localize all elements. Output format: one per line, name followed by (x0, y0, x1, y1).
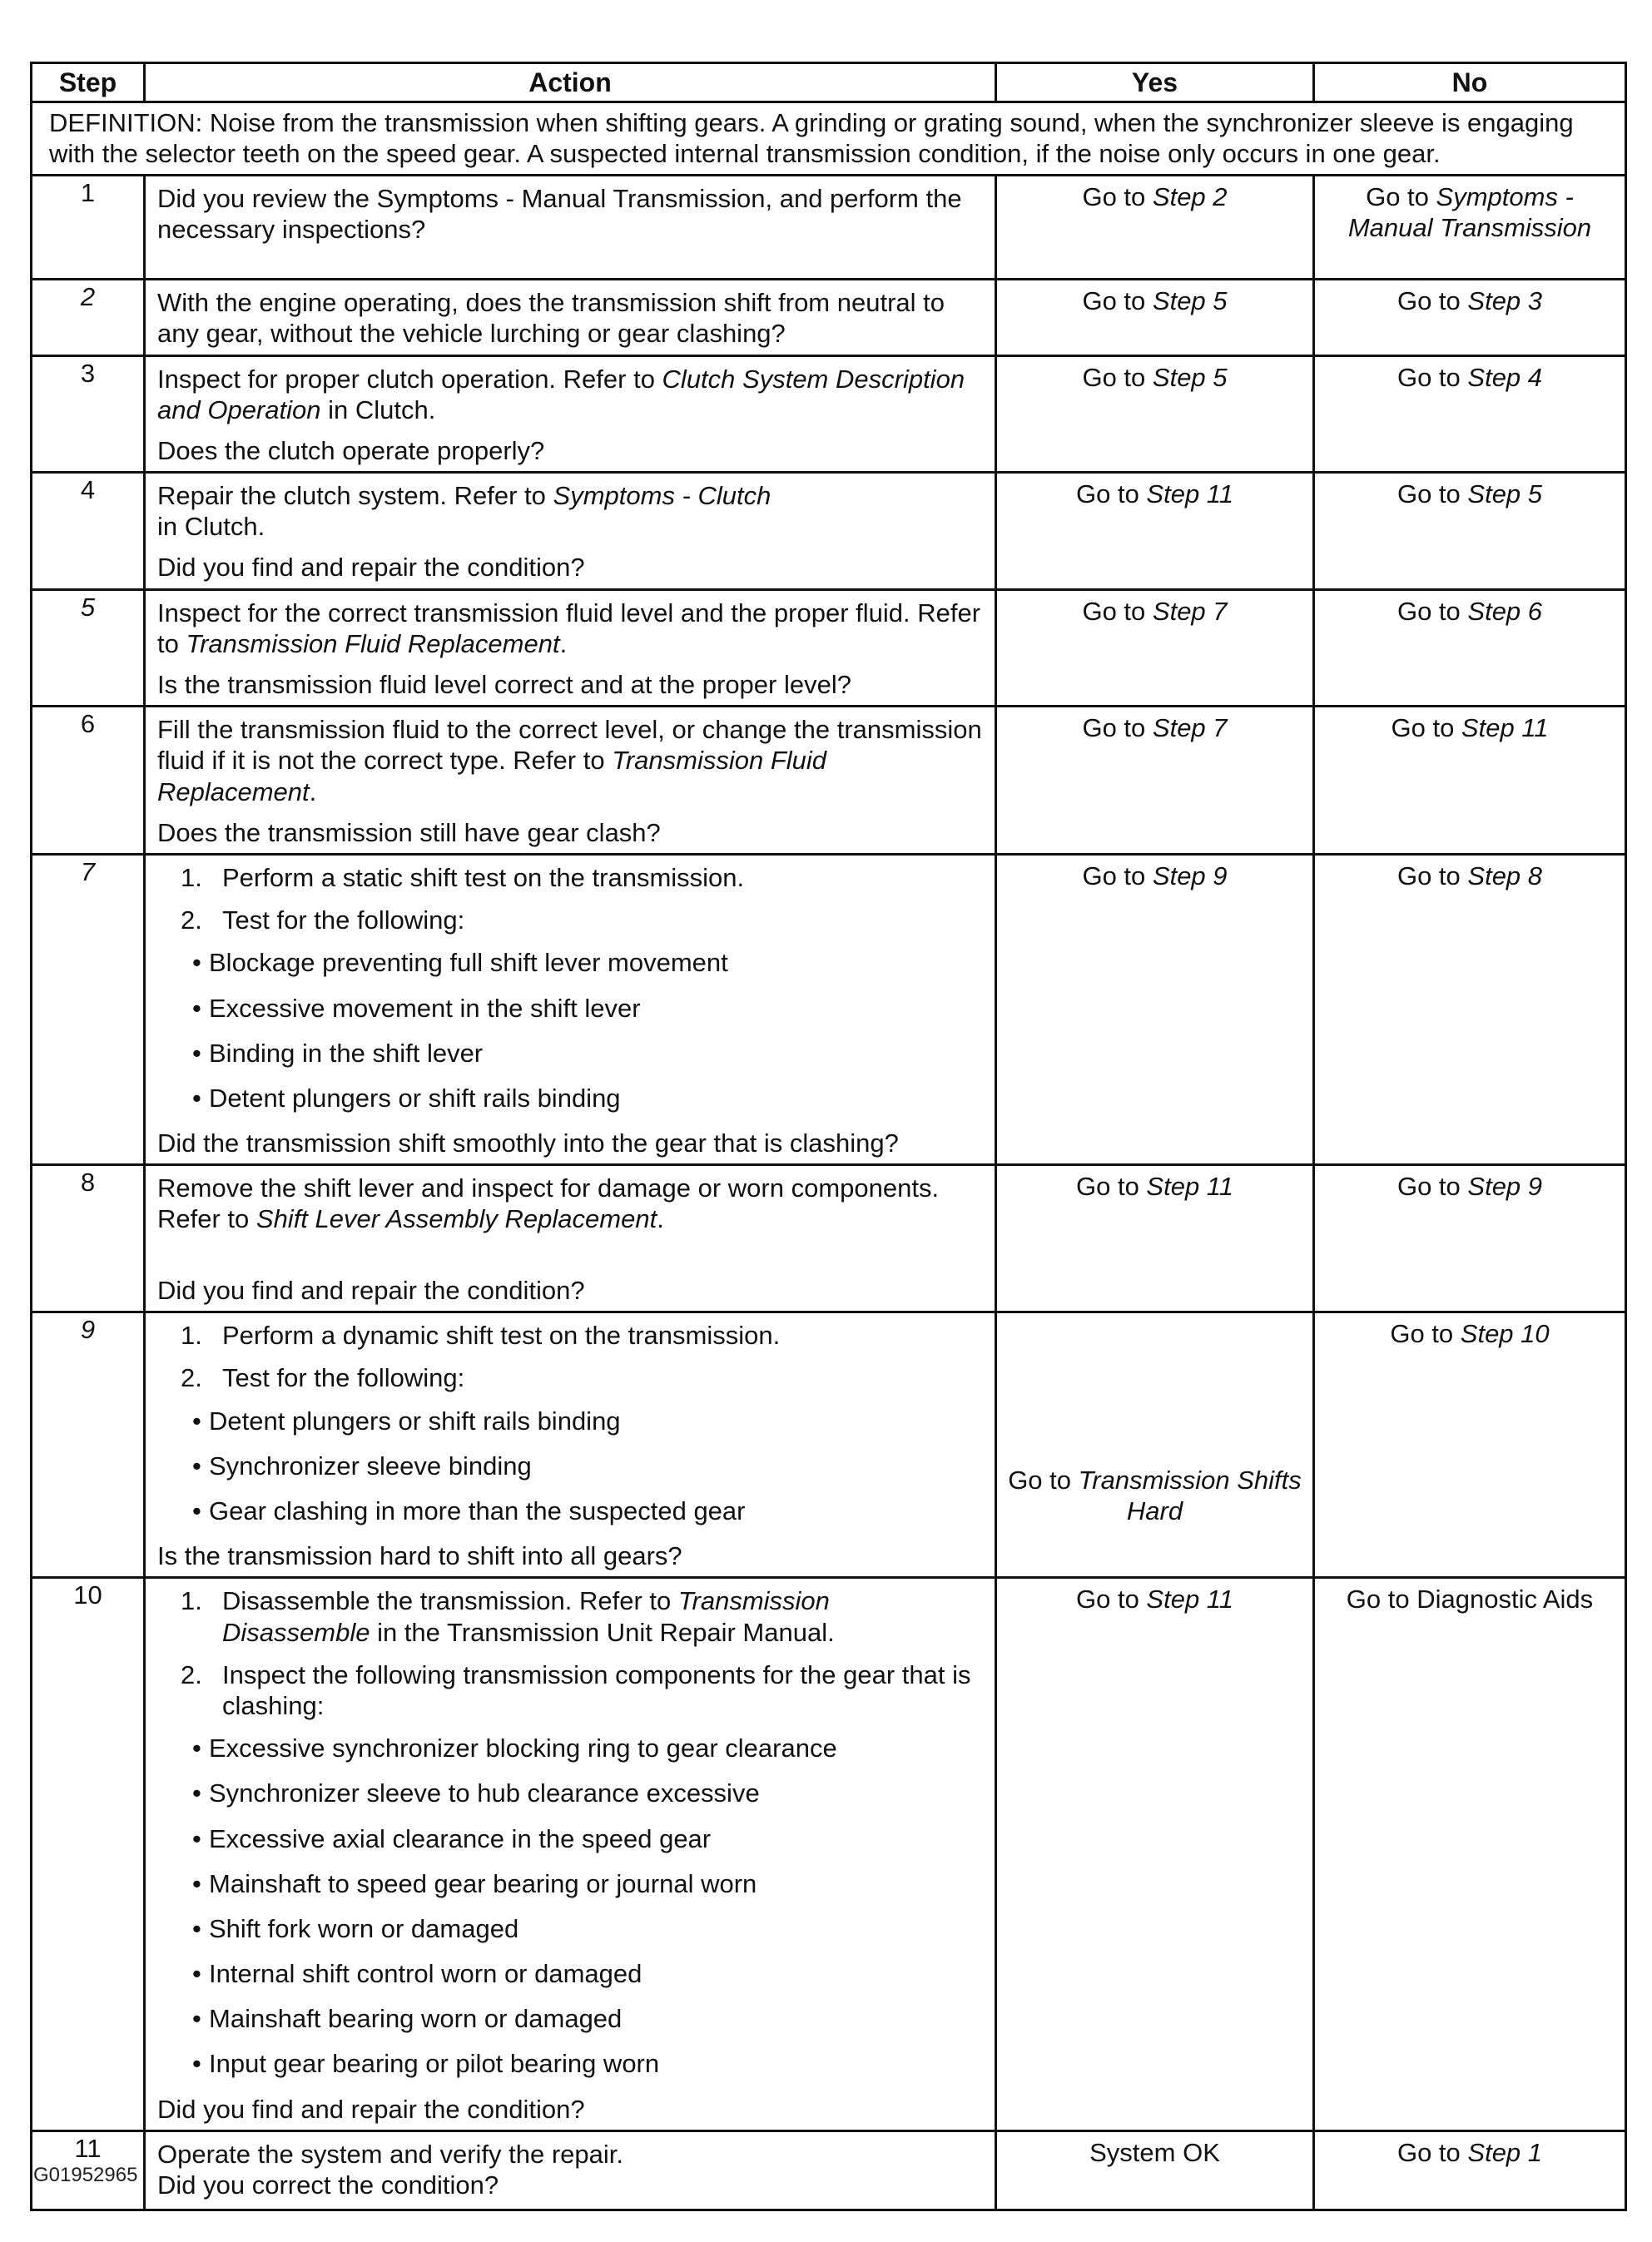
bullet-list (157, 1406, 983, 1527)
action-reference-link[interactable]: Clutch System Description and Operation (157, 364, 965, 424)
list-item-number: 2. (181, 1659, 202, 1689)
action-reference-link[interactable]: Shift Lever Assembly Replacement (255, 1204, 657, 1234)
yes-prefix: Go to (1082, 286, 1153, 316)
action-text (145, 589, 996, 707)
action-text (145, 854, 996, 1164)
yes-prefix: Go to (1082, 713, 1153, 743)
yes-step-link[interactable]: Step 5 (1152, 286, 1228, 316)
no-cell (1314, 355, 1626, 473)
yes-step-link[interactable]: Step 11 (1146, 1172, 1233, 1202)
figure-code: G01952965 (33, 2164, 138, 2186)
list-item (157, 862, 983, 893)
list-item-text: Test for the following: (222, 1363, 465, 1393)
yes-prefix: Go to (1082, 596, 1153, 626)
no-cell (1314, 589, 1626, 707)
list-item-text-post: in the Transmission Unit Repair Manual. (370, 1617, 835, 1647)
bullet-item: • Detent plungers or shift rails binding (157, 1406, 983, 1436)
step-number: 1 (32, 176, 145, 280)
header-yes: Yes (996, 63, 1314, 102)
action-question: Does the transmission still have gear clash? (157, 817, 661, 847)
yes-result: System OK (1089, 2137, 1220, 2167)
action-text (145, 473, 996, 590)
list-item-number: 1. (181, 1321, 202, 1351)
yes-prefix: Go to (1075, 1172, 1147, 1202)
action-text (145, 1165, 996, 1312)
list-item-text: Perform a static shift test on the transmission. (222, 862, 745, 892)
action-reference-link[interactable]: Symptoms - Clutch (553, 481, 771, 511)
list-item-text: Disassemble the transmission. Refer to (222, 1586, 678, 1616)
list-item (157, 1320, 983, 1351)
no-prefix: Go to (1366, 182, 1436, 212)
action-instruction: Operate the system and verify the repair. (157, 2139, 623, 2169)
list-item-number: 2. (181, 905, 202, 935)
yes-cell (996, 2130, 1314, 2210)
definition-text: DEFINITION: Noise from the transmission when shifting gears. A grinding or grating sound, when the synchronizer sleeve is engaging with the selector teeth on the speed gear. A suspected internal transmission condition, if the noise only occurs in one gear. (32, 102, 1626, 176)
step-number: 6 (32, 707, 145, 855)
table-row (32, 355, 1626, 473)
action-text-post: . (657, 1204, 664, 1234)
bullet-list (157, 1733, 983, 2080)
header-row (32, 63, 1626, 102)
action-text: With the engine operating, does the transmission shift from neutral to any gear, without the vehicle lurching or gear clashing? (145, 280, 996, 355)
action-text-post: in Clutch. (157, 512, 265, 542)
table-row (32, 1312, 1626, 1578)
no-cell (1314, 707, 1626, 855)
bullet-item: • Internal shift control worn or damaged (157, 1958, 983, 1989)
action-question: Did you find and repair the condition? (157, 1275, 585, 1305)
bullet-item: • Excessive axial clearance in the speed gear (157, 1823, 983, 1854)
action-text-pre: Inspect for proper clutch operation. Refer to (157, 364, 662, 394)
step-number: 5 (32, 589, 145, 707)
step-number: 2 (32, 280, 145, 355)
bullet-item: • Gear clashing in more than the suspected gear (157, 1495, 983, 1526)
no-prefix: Go to (1397, 479, 1468, 509)
no-step-link[interactable]: Step 1 (1467, 2137, 1543, 2167)
action-text (145, 707, 996, 855)
yes-cell (996, 707, 1314, 855)
list-item-text: Test for the following: (222, 905, 465, 935)
action-reference-link[interactable]: Transmission Fluid Replacement (157, 746, 827, 806)
list-item-text: Perform a dynamic shift test on the transmission. (222, 1321, 781, 1351)
action-text-post: in Clutch. (320, 394, 436, 424)
table-row (32, 589, 1626, 707)
numbered-list (157, 862, 983, 935)
yes-prefix: Go to (1075, 1585, 1147, 1615)
yes-cell (996, 473, 1314, 590)
bullet-item: • Binding in the shift lever (157, 1038, 983, 1069)
action-question: Did you find and repair the condition? (157, 553, 585, 583)
no-step-link[interactable]: Step 3 (1467, 286, 1543, 316)
diagnostic-table (30, 62, 1627, 2211)
list-item-text: Inspect the following transmission components for the gear that is clashing: (222, 1659, 971, 1720)
action-question: Is the transmission fluid level correct and at the proper level? (157, 670, 851, 700)
yes-step-link[interactable]: Transmission Shifts Hard (1078, 1466, 1302, 1526)
table-row (32, 1578, 1626, 2130)
action-text-pre: Fill the transmission fluid to the correct level, or change the transmission fluid if it is not the correct type. Refer to (157, 715, 982, 776)
yes-step-link[interactable]: Step 11 (1146, 479, 1233, 509)
action-reference-link[interactable]: Transmission Fluid Replacement (186, 628, 560, 658)
yes-step-link[interactable]: Step 11 (1146, 1585, 1233, 1615)
no-step-link[interactable]: Step 9 (1467, 1172, 1543, 1202)
numbered-list (157, 1320, 983, 1393)
definition-row (32, 102, 1626, 176)
yes-step-link[interactable]: Step 5 (1152, 362, 1228, 392)
no-cell (1314, 1578, 1626, 2130)
yes-prefix: Go to (1082, 182, 1153, 212)
action-reference-link[interactable]: Transmission Disassemble (222, 1586, 830, 1647)
yes-cell (996, 854, 1314, 1164)
no-step-link[interactable]: Step 6 (1467, 596, 1543, 626)
table-row (32, 854, 1626, 1164)
step-number: 9 (32, 1312, 145, 1578)
bullet-item: • Blockage preventing full shift lever movement (157, 947, 983, 978)
yes-cell (996, 589, 1314, 707)
table-row (32, 280, 1626, 355)
table-row (32, 473, 1626, 590)
list-item (157, 1585, 983, 1647)
step-number: 4 (32, 473, 145, 590)
no-cell (1314, 280, 1626, 355)
table-row (32, 707, 1626, 855)
header-step: Step (32, 63, 145, 102)
list-item-number: 1. (181, 1586, 202, 1616)
list-item (157, 1659, 983, 1721)
yes-step-link[interactable]: Step 2 (1152, 182, 1228, 212)
bullet-item: • Mainshaft bearing worn or damaged (157, 2003, 983, 2034)
header-action: Action (145, 63, 996, 102)
action-text-pre: Inspect for the correct transmission fluid level and the proper fluid. Refer to (157, 598, 981, 658)
action-question: Did you correct the condition? (157, 2170, 499, 2200)
action-text-post: . (559, 628, 568, 658)
action-text (145, 1578, 996, 2130)
action-text-pre: Remove the shift lever and inspect for damage or worn components. Refer to (157, 1173, 940, 1234)
diagnostic-aids-link[interactable]: Go to Diagnostic Aids (1346, 1585, 1594, 1615)
bullet-item: • Excessive movement in the shift lever (157, 993, 983, 1024)
no-step-link[interactable]: Step 8 (1467, 861, 1543, 890)
step-number: 3 (32, 355, 145, 473)
action-text (145, 355, 996, 473)
bullet-item: • Mainshaft to speed gear bearing or journal worn (157, 1868, 983, 1899)
list-item (157, 1362, 983, 1393)
no-cell (1314, 2130, 1626, 2210)
bullet-item: • Input gear bearing or pilot bearing worn (157, 2048, 983, 2079)
action-question: Did you find and repair the condition? (157, 2094, 585, 2124)
table-row (32, 1165, 1626, 1312)
no-cell (1314, 473, 1626, 590)
list-item-number: 1. (181, 862, 202, 892)
no-step-link[interactable]: Step 4 (1467, 362, 1543, 392)
table-row (32, 2130, 1626, 2210)
yes-cell (996, 280, 1314, 355)
no-prefix: Go to (1397, 861, 1468, 890)
action-text: Did you review the Symptoms - Manual Transmission, and perform the necessary inspections? (145, 176, 996, 280)
bullet-item: • Synchronizer sleeve to hub clearance excessive (157, 1778, 983, 1808)
action-question: Did the transmission shift smoothly into the gear that is clashing? (157, 1128, 899, 1158)
no-cell (1314, 1165, 1626, 1312)
bullet-item: • Synchronizer sleeve binding (157, 1451, 983, 1481)
no-prefix: Go to (1397, 2137, 1468, 2167)
no-prefix: Go to (1391, 713, 1461, 743)
no-step-link[interactable]: Step 10 (1460, 1319, 1550, 1349)
action-question: Does the clutch operate properly? (157, 435, 545, 465)
bullet-item: • Detent plungers or shift rails binding (157, 1083, 983, 1114)
no-prefix: Go to (1397, 286, 1468, 316)
action-text-post: . (309, 776, 317, 806)
no-prefix: Go to (1390, 1319, 1461, 1349)
bullet-item: • Shift fork worn or damaged (157, 1913, 983, 1944)
table-row (32, 176, 1626, 280)
yes-cell (996, 176, 1314, 280)
yes-prefix: Go to (1008, 1466, 1079, 1495)
no-prefix: Go to (1397, 1172, 1468, 1202)
step-number: 8 (32, 1165, 145, 1312)
yes-prefix: Go to (1082, 362, 1153, 392)
yes-step-link[interactable]: Step 7 (1152, 596, 1228, 626)
yes-prefix: Go to (1075, 479, 1147, 509)
action-question: Is the transmission hard to shift into all gears? (157, 1541, 682, 1571)
yes-step-link[interactable]: Step 7 (1152, 713, 1228, 743)
no-prefix: Go to (1397, 596, 1468, 626)
yes-cell (996, 1578, 1314, 2130)
step-number: 7 (32, 854, 145, 1164)
list-item (157, 905, 983, 935)
yes-prefix: Go to (1082, 861, 1153, 890)
action-text (145, 2130, 996, 2210)
bullet-item: • Excessive synchronizer blocking ring to gear clearance (157, 1733, 983, 1763)
no-cell (1314, 176, 1626, 280)
no-step-link[interactable]: Step 11 (1461, 713, 1549, 743)
no-step-link[interactable]: Step 5 (1467, 479, 1543, 509)
list-item-number: 2. (181, 1363, 202, 1393)
yes-step-link[interactable]: Step 9 (1152, 861, 1228, 890)
yes-cell (996, 1312, 1314, 1578)
action-text-pre: Repair the clutch system. Refer to (157, 481, 553, 511)
yes-cell (996, 1165, 1314, 1312)
no-prefix: Go to (1397, 362, 1468, 392)
no-cell (1314, 854, 1626, 1164)
action-text (145, 1312, 996, 1578)
yes-cell (996, 355, 1314, 473)
header-no: No (1314, 63, 1626, 102)
bullet-list (157, 947, 983, 1114)
no-step-link[interactable]: Symptoms - Manual Transmission (1347, 182, 1592, 243)
numbered-list (157, 1585, 983, 1721)
step-number: 11 (32, 2130, 145, 2210)
no-cell (1314, 1312, 1626, 1578)
step-number: 10 (32, 1578, 145, 2130)
